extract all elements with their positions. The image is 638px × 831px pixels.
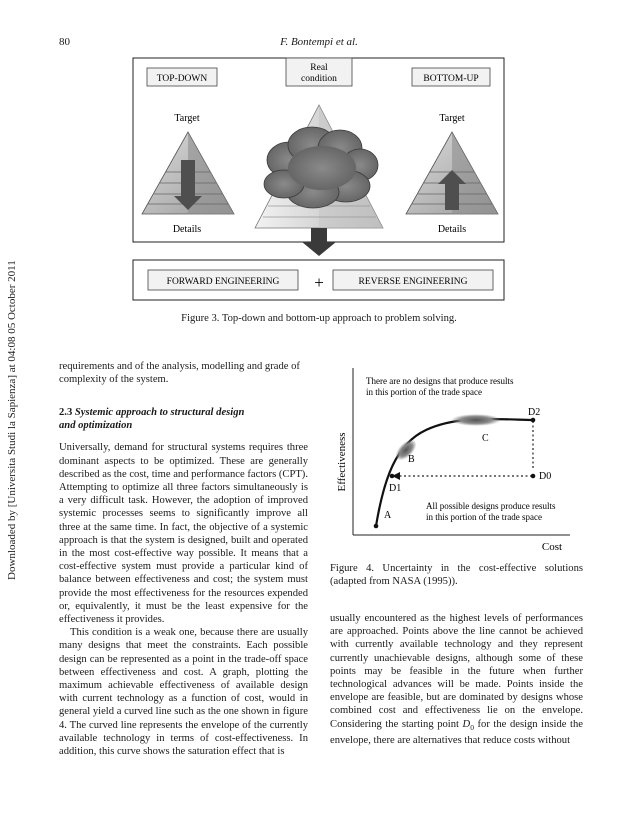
point-d2 [531, 418, 536, 423]
reverse-engineering-label: REVERSE ENGINEERING [358, 277, 468, 287]
point-d1 [390, 474, 395, 479]
note-bottom-1: All possible designs produce results [426, 501, 556, 511]
label-c: C [482, 433, 489, 444]
note-bottom-2: in this portion of the trade space [426, 512, 542, 522]
left-column [59, 360, 308, 758]
figure3-caption: Figure 3. Top-down and bottom-up approach to problem solving. [181, 313, 457, 324]
paragraph-2: This condition is a weak one, because there are usually many designs that meet the constraints. Each possible design can be represented as a point in the trade-off space between effectiveness and cost. A graph, plotting the maximum achievable effectiveness of available design with current technology as a function of cost, would in general yield a curved line such as the one shown in figure 4. The curved line represents the envelope of the currently available technology in terms of cost-effectiveness. In addition, this curve shows the saturation effect that is [59, 627, 308, 758]
label-a: A [384, 510, 392, 521]
figure4-caption: Figure 4. Uncertainty in the cost-effective solutions (adapted from NASA (1995)). [330, 563, 583, 587]
running-header: F. Bontempi et al. [280, 36, 358, 48]
details-left-label: Details [172, 224, 202, 235]
section-heading: 2.3 Systemic approach to structural design and optimization [59, 407, 245, 432]
note-top-1: There are no designs that produce results [366, 376, 514, 386]
cloud-icon [264, 127, 378, 208]
output-arrow-icon [302, 228, 336, 256]
point-d0 [531, 474, 536, 479]
point-a [374, 524, 379, 529]
plus-sign: + [314, 273, 324, 292]
uncertainty-c [451, 414, 501, 426]
real-condition-label-1: Real [310, 63, 328, 73]
details-right-label: Details [437, 224, 467, 235]
page-number: 80 [59, 36, 70, 48]
download-note: Downloaded by [Universita Studi la Sapienza] at 04:08 05 October 2011 [6, 260, 18, 580]
top-down-label: TOP-DOWN [156, 74, 208, 84]
forward-engineering-label: FORWARD ENGINEERING [166, 277, 280, 287]
right-column [330, 612, 583, 747]
label-d2: D2 [528, 407, 541, 418]
figure4-chart [330, 358, 592, 558]
bottom-up-label: BOTTOM-UP [423, 74, 479, 84]
label-d0: D0 [539, 471, 552, 482]
x-axis-label: Cost [541, 541, 563, 553]
note-top-2: in this portion of the trade space [366, 387, 482, 397]
figure3-diagram [0, 0, 638, 330]
paragraph-1: Universally, demand for structural systems requires three dominant aspects to be optimized. These are generally described as the cost, time and performance factors (CPT). Attempting to optimize all three factors simultaneously is a very difficult task. However, the adoption of improved systemic processes seems to significantly improve all three at the same time. In fact, the objective of a systemic approach is that the system is designed, built and operated in the most cost-effective way possible. It means that a cost-effective system must provide a particular kind of balance between effectiveness and cost; the system must provide the most effectiveness for the resources expended or, equivalently, it must be the least expensive for the effectiveness it provides. [59, 442, 308, 626]
target-right-label: Target [439, 113, 465, 124]
target-left-label: Target [174, 113, 200, 124]
right-paragraph: usually encountered as the highest levels of performances are approached. Points above the line cannot be achieved with currently available technology and they represent currently unachievable designs, although some of these points may be feasible in the future when further technological advances will be made. Points inside the envelope are feasible, but are dominated by designs whose combined cost and effectiveness lie on the envelope. Considering the starting point $D_0$ for the design inside the envelope, there are alternatives that reduce costs without [330, 613, 583, 746]
label-d1: D1 [389, 483, 402, 494]
label-b: B [408, 454, 415, 465]
y-axis-label: Effectiveness [336, 432, 348, 492]
intro-paragraph: requirements and of the analysis, modelling and grade of complexity of the system. [59, 361, 300, 386]
real-condition-label-2: condition [301, 74, 337, 84]
